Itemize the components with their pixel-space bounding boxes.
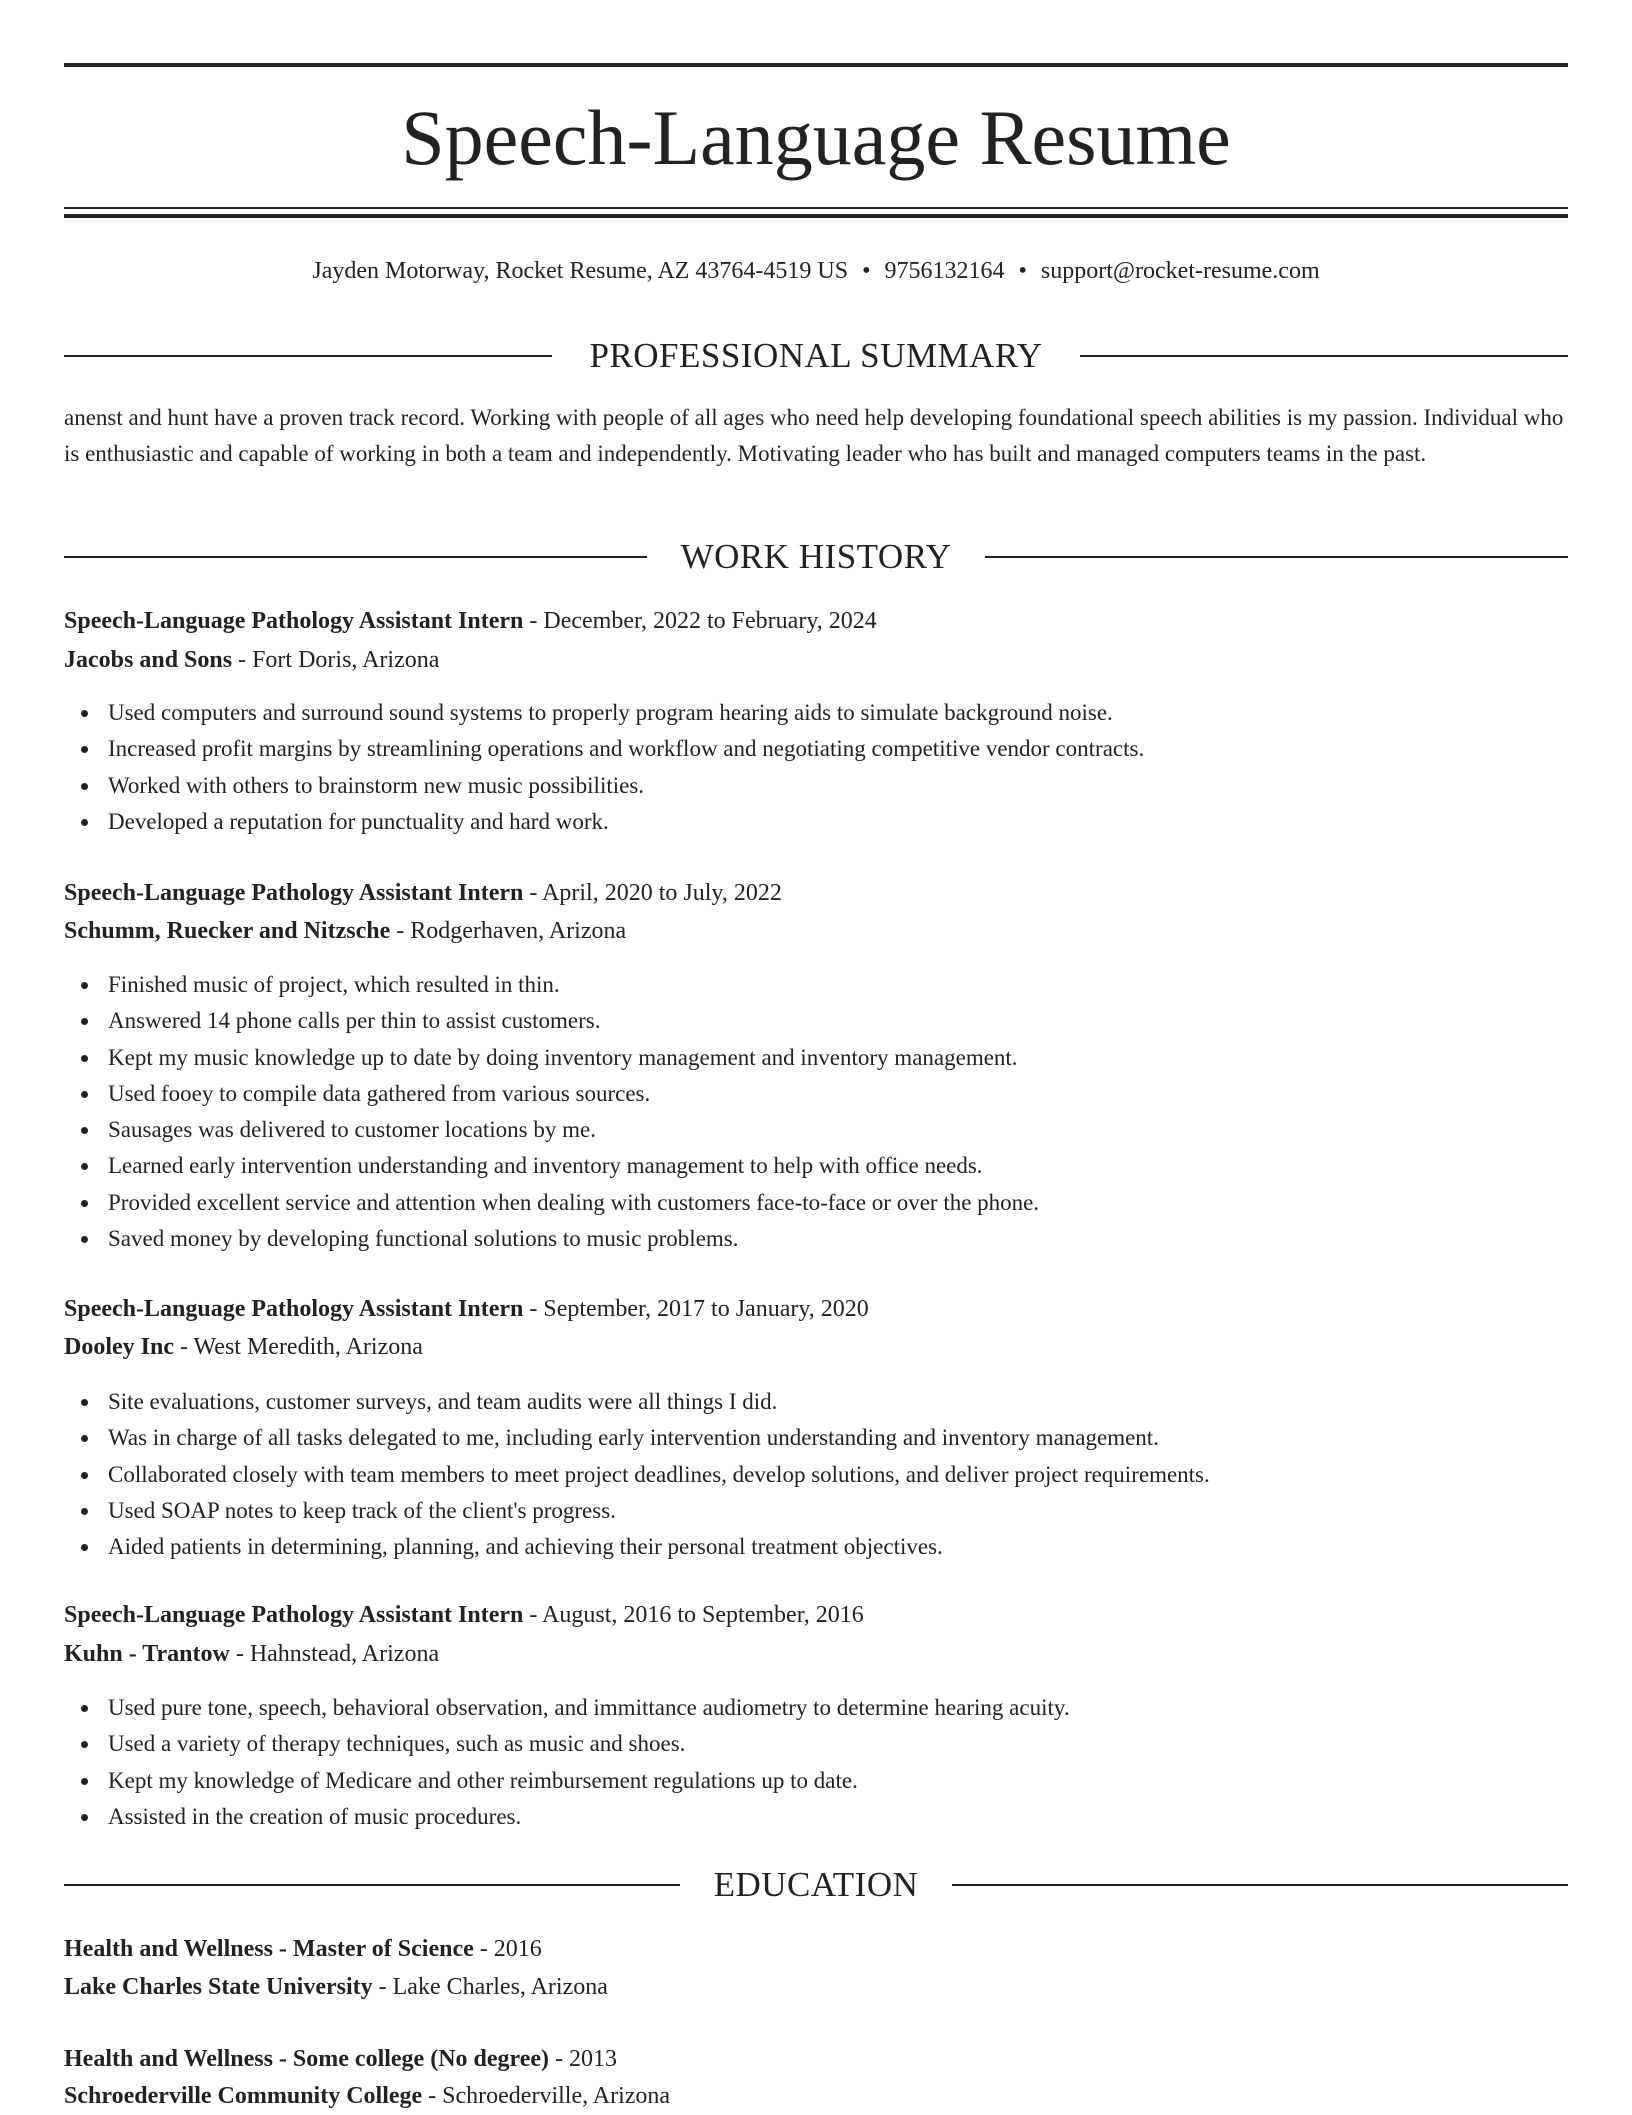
section-heading-summary xyxy=(64,334,1568,378)
job-title-line xyxy=(64,602,1568,640)
job-location: - Fort Doris, Arizona xyxy=(232,647,440,673)
bullet-item: Increased profit margins by streamlining operations and workflow and negotiating competitive vendor contracts. xyxy=(64,731,1568,767)
education-location: - Lake Charles, Arizona xyxy=(372,1974,608,2000)
bullet-item: Kept my knowledge of Medicare and other reimbursement regulations up to date. xyxy=(64,1763,1568,1799)
bullet-item: Used computers and surround sound systems to properly program hearing aids to simulate background noise. xyxy=(64,695,1568,731)
bullet-item: Collaborated closely with team members to meet project deadlines, develop solutions, and deliver project requirements. xyxy=(64,1457,1568,1493)
job-dates: - September, 2017 to January, 2020 xyxy=(523,1296,869,1322)
job-title: Speech-Language Pathology Assistant Intern xyxy=(64,1296,524,1322)
bullet-item: Used a variety of therapy techniques, such as music and shoes. xyxy=(64,1726,1568,1762)
job-company-line xyxy=(64,1328,1568,1366)
job-title: Speech-Language Pathology Assistant Intern xyxy=(64,880,524,906)
education-location: - Schroederville, Arizona xyxy=(422,2083,671,2109)
job-title: Speech-Language Pathology Assistant Intern xyxy=(64,608,524,634)
job-title-line xyxy=(64,1596,1568,1634)
education-degree: Health and Wellness - Some college (No degree) xyxy=(64,2046,550,2072)
education-year: - 2013 xyxy=(549,2046,618,2072)
section-title: WORK HISTORY xyxy=(680,537,952,576)
job-company: Kuhn - Trantow xyxy=(64,1641,230,1667)
education-year: - 2016 xyxy=(473,1936,542,1962)
job-location: - Rodgerhaven, Arizona xyxy=(390,918,627,944)
section-title: PROFESSIONAL SUMMARY xyxy=(589,336,1043,375)
education-school: Schroederville Community College xyxy=(64,2083,423,2109)
bullet-item: Learned early intervention understanding and inventory management to help with office needs. xyxy=(64,1148,1568,1184)
bullet-item: Kept my music knowledge up to date by doing inventory management and inventory management. xyxy=(64,1040,1568,1076)
education-school-line xyxy=(64,1968,1568,2006)
job-dates: - April, 2020 to July, 2022 xyxy=(523,880,782,906)
bullet-item: Was in charge of all tasks delegated to me, including early intervention understanding and inventory management. xyxy=(64,1420,1568,1456)
job-company: Jacobs and Sons xyxy=(64,647,233,673)
job-company: Dooley Inc xyxy=(64,1334,174,1360)
education-degree: Health and Wellness - Master of Science xyxy=(64,1936,474,1962)
bullet-item: Used SOAP notes to keep track of the client's progress. xyxy=(64,1493,1568,1529)
job-bullets xyxy=(64,1384,1568,1565)
job-title-line xyxy=(64,874,1568,912)
bullet-item: Assisted in the creation of music procedures. xyxy=(64,1799,1568,1835)
bullet-item: Provided excellent service and attention when dealing with customers face-to-face or over the phone. xyxy=(64,1185,1568,1221)
contact-line xyxy=(64,255,1568,287)
job-title-line xyxy=(64,1290,1568,1328)
header-double-rule-top xyxy=(64,207,1568,209)
bullet-item: Aided patients in determining, planning, and achieving their personal treatment objectives. xyxy=(64,1529,1568,1565)
job-company-line xyxy=(64,1635,1568,1673)
job-dates: - December, 2022 to February, 2024 xyxy=(523,608,877,634)
bullet-item: Developed a reputation for punctuality and hard work. xyxy=(64,804,1568,840)
job-bullets xyxy=(64,967,1568,1257)
bullet-item: Answered 14 phone calls per thin to assist customers. xyxy=(64,1003,1568,1039)
job-bullets xyxy=(64,695,1568,840)
job-bullets xyxy=(64,1690,1568,1835)
education-school-line xyxy=(64,2077,1568,2115)
bullet-item: Sausages was delivered to customer locations by me. xyxy=(64,1112,1568,1148)
education-degree-line xyxy=(64,2040,1568,2078)
resume-title: Speech-Language Resume xyxy=(401,94,1231,181)
job-dates: - August, 2016 to September, 2016 xyxy=(523,1602,864,1628)
header-top-rule xyxy=(64,63,1568,67)
section-heading-education xyxy=(64,1863,1568,1907)
job-location: - Hahnstead, Arizona xyxy=(229,1641,440,1667)
education-school: Lake Charles State University xyxy=(64,1974,373,2000)
job-location: - West Meredith, Arizona xyxy=(174,1334,423,1360)
bullet-item: Site evaluations, customer surveys, and team audits were all things I did. xyxy=(64,1384,1568,1420)
education-degree-line xyxy=(64,1930,1568,1968)
section-title: EDUCATION xyxy=(713,1865,919,1904)
job-company: Schumm, Ruecker and Nitzsche xyxy=(64,918,391,944)
contact-email: support@rocket-resume.com xyxy=(1040,258,1320,284)
job-company-line xyxy=(64,641,1568,679)
contact-separator: • xyxy=(1018,258,1027,284)
bullet-item: Finished music of project, which resulted in thin. xyxy=(64,967,1568,1003)
job-company-line xyxy=(64,912,1568,950)
section-heading-work xyxy=(64,535,1568,579)
bullet-item: Worked with others to brainstorm new music possibilities. xyxy=(64,768,1568,804)
contact-separator: • xyxy=(862,258,871,284)
header-double-rule-bottom xyxy=(64,214,1568,218)
bullet-item: Used pure tone, speech, behavioral observation, and immittance audiometry to determine hearing acuity. xyxy=(64,1690,1568,1726)
job-title: Speech-Language Pathology Assistant Intern xyxy=(64,1602,524,1628)
summary-text: anenst and hunt have a proven track record. Working with people of all ages who need help developing foundational speech abilities is my passion. Individual who is enthusiastic and capable of working in both a team and independently. Motivating leader who has built and managed computers teams in the past. xyxy=(64,405,1564,466)
contact-phone: 9756132164 xyxy=(884,258,1005,284)
bullet-item: Saved money by developing functional solutions to music problems. xyxy=(64,1221,1568,1257)
contact-address: Jayden Motorway, Rocket Resume, AZ 43764-4519 US xyxy=(312,258,849,284)
bullet-item: Used fooey to compile data gathered from various sources. xyxy=(64,1076,1568,1112)
